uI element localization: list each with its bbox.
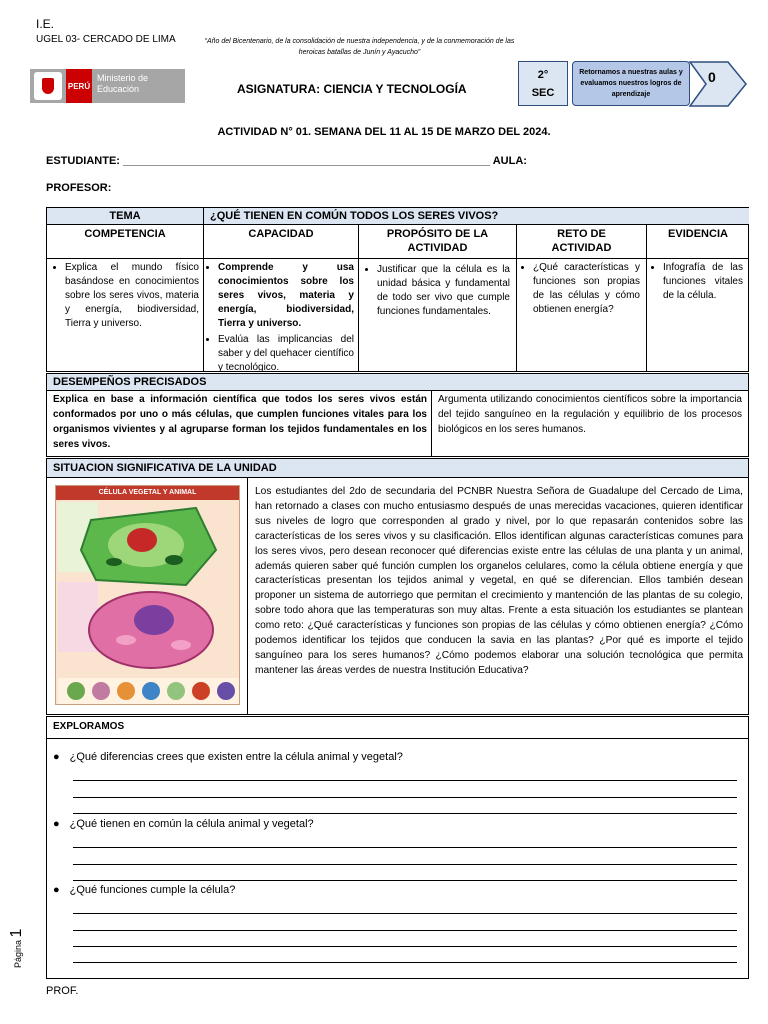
minedu-logo bbox=[30, 69, 185, 103]
capacidad-cell bbox=[204, 259, 359, 371]
page-label: Página bbox=[13, 939, 23, 968]
page-number-value: 1 bbox=[8, 928, 25, 938]
column-divider bbox=[247, 478, 248, 714]
competencia-text: • Explica el mundo físico basándose en conocimientos sobre los seres vivos, materia y energía, biodiversidad, Tierra y universo. bbox=[65, 261, 199, 331]
coat-of-arms-icon bbox=[34, 72, 62, 100]
unit-number: 0 bbox=[708, 69, 716, 85]
desempenos-title: DESEMPEÑOS PRECISADOS bbox=[47, 374, 748, 391]
chevron-right-icon bbox=[688, 60, 748, 108]
answer-line[interactable] bbox=[73, 797, 737, 798]
answer-line[interactable] bbox=[73, 847, 737, 848]
bullet-icon: ● bbox=[53, 751, 60, 763]
teacher-line: PROFESOR: bbox=[46, 182, 112, 194]
plant-animal-cell-illustration bbox=[56, 500, 240, 705]
answer-line[interactable] bbox=[73, 962, 737, 963]
exploramos-section bbox=[46, 716, 749, 979]
bullet-icon: ● bbox=[53, 884, 60, 896]
situacion-title: SITUACION SIGNIFICATIVA DE LA UNIDAD bbox=[47, 459, 748, 478]
evidencia-text: • Infografía de las funciones vitales de la célula. bbox=[663, 261, 743, 303]
situacion-text: Los estudiantes del 2do de secundaria del PCNBR Nuestra Señora de Guadalupe del Cercado de Lima, han retornado a clases con mucho entusiasmo después de unas merecidas vacaciones, quieren identificar sus niveles de logro que corresponden al grado y nivel, por lo que repasarán contenidos sobre las características de los seres vivos y su clasificación. Ellos identifican algunas características comunes para los seres vivos, pero desean reconocer qué diferencias existe entre las células de una planta y un animal, además quieren saber qué función cumplen los organelos celulares, como la célula obtiene energía y que características presentan los tejidos animal y vegetal, en qué se diferencian. Ellos también desean proponer un sistema de autorriego que permitan el crecimiento y mantención de las plantas de su colegio, sobre todo ahora que las temperaturas son muy altas. Frente a esta situación los estudiantes se plantean como reto: ¿Qué características y funciones son propias de las células y cómo obtienen energía? ¿Cómo podemos identificar los tejidos que conducen la savia en las plantas? ¿Por qué es importe el tejido sanguíneo para los seres humanos? ¿Cómo podemos elaborar una solución tecnológica que permita mantener las áreas verdes de nuestra Institución Educativa? bbox=[255, 486, 743, 676]
desempeno-left: Explica en base a información científica que todos los seres vivos están conformados por uno o más células, que cumplen funciones vitales para los organismos vivientes y al agruparse forman los tejidos fundamentales en los seres vivos. bbox=[47, 391, 432, 456]
section-label: SEC bbox=[531, 87, 555, 99]
capacidad-text-1: • Comprende y usa conocimientos sobre los seres vivos, materia y energía, biodiversidad, Tierra y universo. bbox=[218, 261, 354, 331]
question-2 bbox=[53, 817, 653, 831]
logo-ministry-text: Ministerio de Educación bbox=[97, 73, 149, 94]
unit-title-box: Retornamos a nuestras aulas y evaluamos nuestros logros de aprendizaje bbox=[572, 61, 690, 106]
answer-line[interactable] bbox=[73, 930, 737, 931]
answer-line[interactable] bbox=[73, 813, 737, 814]
tema-label: TEMA bbox=[47, 208, 204, 225]
proposito-text: • Justificar que la célula es la unidad básica y fundamental de todo ser vivo que cumple funciones fundamentales. bbox=[377, 263, 510, 319]
grade-box bbox=[518, 61, 568, 106]
student-line: ESTUDIANTE: ____________________________________________________________ AULA: bbox=[46, 155, 527, 167]
reto-cell bbox=[517, 259, 647, 371]
ugel-label: UGEL 03- CERCADO DE LIMA bbox=[36, 34, 176, 45]
grade-number: 2° bbox=[537, 69, 549, 81]
ie-label: I.E. bbox=[36, 17, 55, 31]
logo-peru-text: PERÚ bbox=[66, 69, 92, 103]
subject-title: ASIGNATURA: CIENCIA Y TECNOLOGÍA bbox=[237, 82, 467, 96]
evidencia-cell bbox=[647, 259, 749, 371]
reto-text: • ¿Qué características y funciones son propias de las células y cómo obtienen energía? bbox=[533, 261, 640, 317]
proposito-cell bbox=[359, 259, 517, 371]
question-2-text: ¿Qué tienen en común la célula animal y vegetal? bbox=[69, 818, 314, 830]
answer-line[interactable] bbox=[73, 946, 737, 947]
cell-image-title: CÉLULA VEGETAL Y ANIMAL bbox=[56, 486, 239, 500]
header-evidencia: EVIDENCIA bbox=[647, 225, 749, 259]
year-motto: “Año del Bicentenario, de la consolidación de nuestra independencia, y de la conmemoración de las heroicas batallas de Junín y Ayacucho” bbox=[204, 38, 515, 56]
answer-line[interactable] bbox=[73, 864, 737, 865]
question-3 bbox=[53, 883, 653, 897]
tema-value: ¿QUÉ TIENEN EN COMÚN TODOS LOS SERES VIVOS? bbox=[204, 208, 749, 225]
competencia-cell bbox=[47, 259, 204, 371]
question-1 bbox=[53, 750, 653, 764]
competency-table bbox=[46, 207, 749, 372]
activity-title: ACTIVIDAD N° 01. SEMANA DEL 11 AL 15 DE MARZO DEL 2024. bbox=[217, 126, 551, 138]
bullet-icon: ● bbox=[53, 818, 60, 830]
footer-prof: PROF. bbox=[46, 985, 79, 997]
answer-line[interactable] bbox=[73, 913, 737, 914]
desempenos-section bbox=[46, 373, 749, 457]
page-number bbox=[8, 929, 26, 968]
cell-infographic-image bbox=[55, 485, 240, 705]
header-competencia: COMPETENCIA bbox=[47, 225, 204, 259]
header-proposito: PROPÓSITO DE LA ACTIVIDAD bbox=[359, 225, 517, 259]
desempeno-right: Argumenta utilizando conocimientos científicos sobre la importancia del tejido sanguíneo en la regulación y equilibrio de los procesos biológicos en los seres humanos. bbox=[438, 394, 742, 435]
question-1-text: ¿Qué diferencias crees que existen entre la célula animal y vegetal? bbox=[69, 751, 403, 763]
question-3-text: ¿Qué funciones cumple la célula? bbox=[69, 884, 236, 896]
exploramos-title: EXPLORAMOS bbox=[47, 717, 748, 739]
answer-line[interactable] bbox=[73, 780, 737, 781]
capacidad-text-2: • Evalúa las implicancias del saber y del quehacer científico y tecnológico. bbox=[218, 333, 354, 375]
header-reto: RETO DE ACTIVIDAD bbox=[517, 225, 647, 259]
header-capacidad: CAPACIDAD bbox=[204, 225, 359, 259]
answer-line[interactable] bbox=[73, 880, 737, 881]
